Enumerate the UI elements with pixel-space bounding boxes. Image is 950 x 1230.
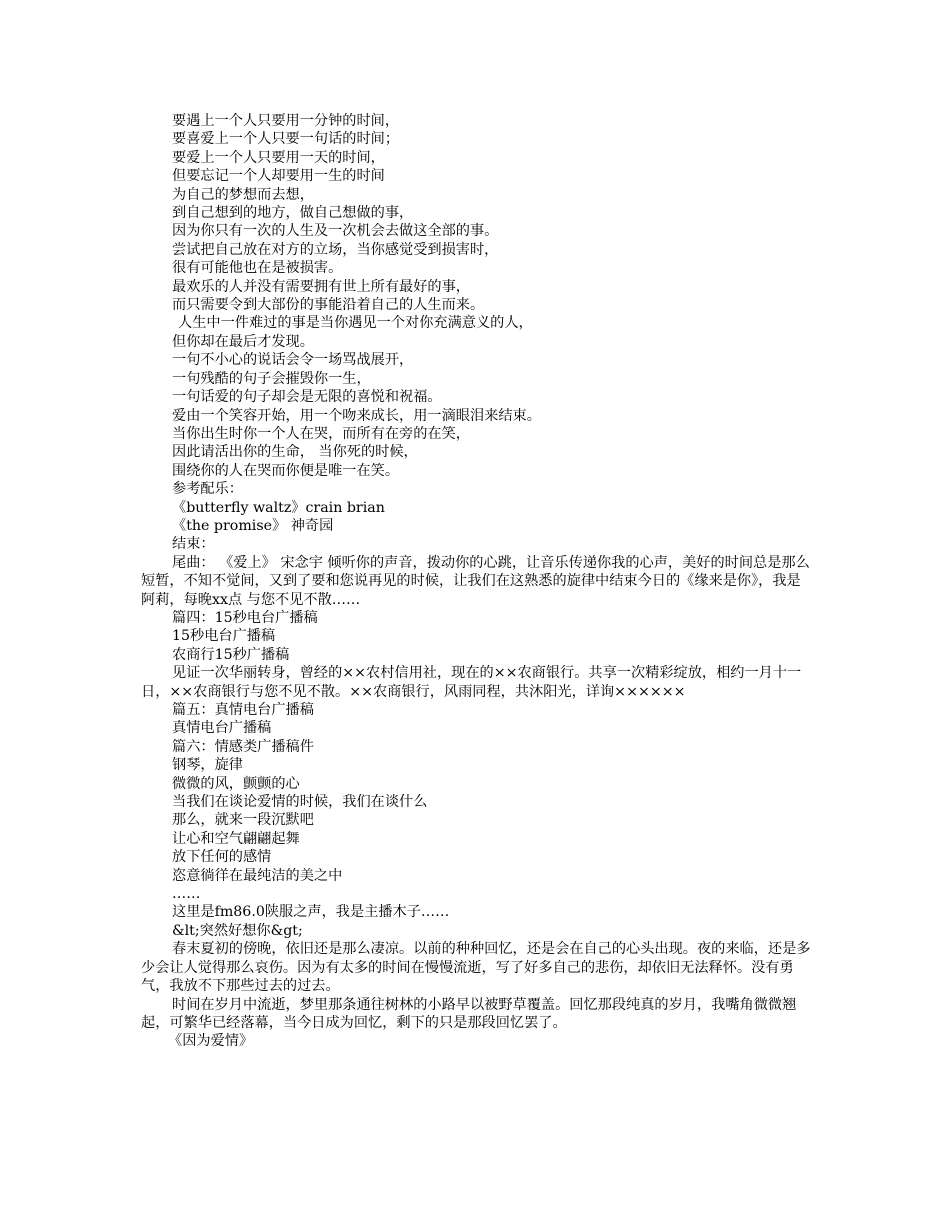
text-line: 篇五：真情电台广播稿 bbox=[172, 702, 314, 718]
text-line: 篇六：情感类广播稿件 bbox=[172, 738, 314, 755]
text-line: 农商行15秒广播稿 bbox=[172, 646, 290, 663]
text-line: 钢琴，旋律 bbox=[172, 757, 243, 774]
text-line: 但要忘记一个人却要用一生的时间 bbox=[172, 168, 385, 185]
text-line: 参考配乐： bbox=[172, 481, 243, 498]
text-line: 人生中一件难过的事是当你遇见一个对你充满意义的人， bbox=[178, 315, 533, 332]
text-line: 但你却在最后才发现。 bbox=[172, 333, 314, 350]
text-line: 放下任何的感情 bbox=[172, 849, 272, 866]
text-line: 《the promise》 神奇园 bbox=[172, 517, 334, 534]
text-line: 《butterfly waltz》crain brian bbox=[172, 499, 385, 516]
text-line: 一句不小心的说话会令一场骂战展开， bbox=[172, 352, 414, 369]
text-line: 要爱上一个人只要用一天的时间， bbox=[172, 149, 385, 166]
text-line: 这里是fm86.0陕服之声，我是主播木子…… bbox=[172, 904, 450, 921]
text-line: 最欢乐的人并没有需要拥有世上所有最好的事， bbox=[172, 278, 470, 295]
text-line: 春末夏初的傍晚，依旧还是那么凄凉。以前的种种回忆，还是会在自己的心头出现。夜的来临，还是多少会让人觉得那么哀伤。因为有太多的时间在慢慢流逝，写了好多自己的悲伤，却依旧无法释怀。没有勇气，我放不下那些过去的过去。 bbox=[141, 941, 811, 995]
text-line: …… bbox=[172, 886, 201, 903]
text-line: 爱由一个笑容开始，用一个吻来成长，用一滴眼泪来结束。 bbox=[172, 407, 541, 424]
text-line: 一句残酷的句子会摧毁你一生， bbox=[172, 370, 371, 387]
document-body bbox=[141, 112, 811, 1051]
text-line: 而只需要令到大部份的事能沿着自己的人生而来。 bbox=[172, 297, 485, 314]
text-line: 尾曲： 《爱上》 宋念宇 倾听你的声音，拨动你的心跳，让音乐传递你我的心声，美好的时间总是那么短暂，不知不觉间，又到了要和您说再见的时候，让我们在这熟悉的旋律中结束今日的《缘来是你》，我是阿莉，每晚xx点 与您不见不散…… bbox=[141, 554, 810, 608]
text-line: 要遇上一个人只要用一分钟的时间， bbox=[172, 113, 400, 129]
text-line: 一句话爱的句子却会是无限的喜悦和祝福。 bbox=[172, 389, 442, 406]
text-line: 围绕你的人在哭而你便是唯一在笑。 bbox=[172, 462, 400, 479]
text-line: 《因为爱情》 bbox=[168, 1033, 254, 1050]
text-line: 要喜爱上一个人只要一句话的时间； bbox=[172, 131, 400, 148]
text-line: 微微的风，颤颤的心 bbox=[172, 775, 300, 792]
text-line: 当我们在谈论爱情的时候，我们在谈什么 bbox=[172, 794, 428, 811]
text-line: 那么，就来一段沉默吧 bbox=[172, 812, 314, 829]
text-line: 15秒电台广播稿 bbox=[172, 628, 276, 645]
text-line: 见证一次华丽转身，曾经的××农村信用社，现在的××农商银行。共享一次精彩绽放，相约一月十一日，××农商银行与您不见不散。××农商银行，风雨同程，共沐阳光，详询×××××× bbox=[141, 665, 802, 700]
text-line: &lt;突然好想你&gt; bbox=[172, 922, 303, 939]
text-line: 时间在岁月中流逝，梦里那条通往树林的小路早以被野草覆盖。回忆那段纯真的岁月，我嘴角微微翘起，可繁华已经落幕，当今日成为回忆，剩下的只是那段回忆罢了。 bbox=[141, 996, 797, 1031]
text-line: 为自己的梦想而去想， bbox=[172, 186, 314, 203]
text-line: 恣意徜徉在最纯洁的美之中 bbox=[172, 867, 343, 884]
text-line: 让心和空气翩翩起舞 bbox=[172, 830, 300, 847]
text-line: 当你出生时你一个人在哭，而所有在旁的在笑， bbox=[172, 425, 470, 442]
text-line: 篇四：15秒电台广播稿 bbox=[172, 609, 318, 626]
text-line: 尝试把自己放在对方的立场，当你感觉受到损害时， bbox=[172, 241, 499, 258]
text-line: 真情电台广播稿 bbox=[172, 720, 272, 737]
text-line: 很有可能他也在是被损害。 bbox=[172, 260, 343, 277]
text-line: 因此请活出你的生命， 当你死的时候， bbox=[172, 444, 418, 461]
text-line: 因为你只有一次的人生及一次机会去做这全部的事。 bbox=[172, 223, 499, 240]
text-line: 到自己想到的地方，做自己想做的事， bbox=[172, 205, 414, 222]
text-line: 结束： bbox=[172, 536, 215, 553]
